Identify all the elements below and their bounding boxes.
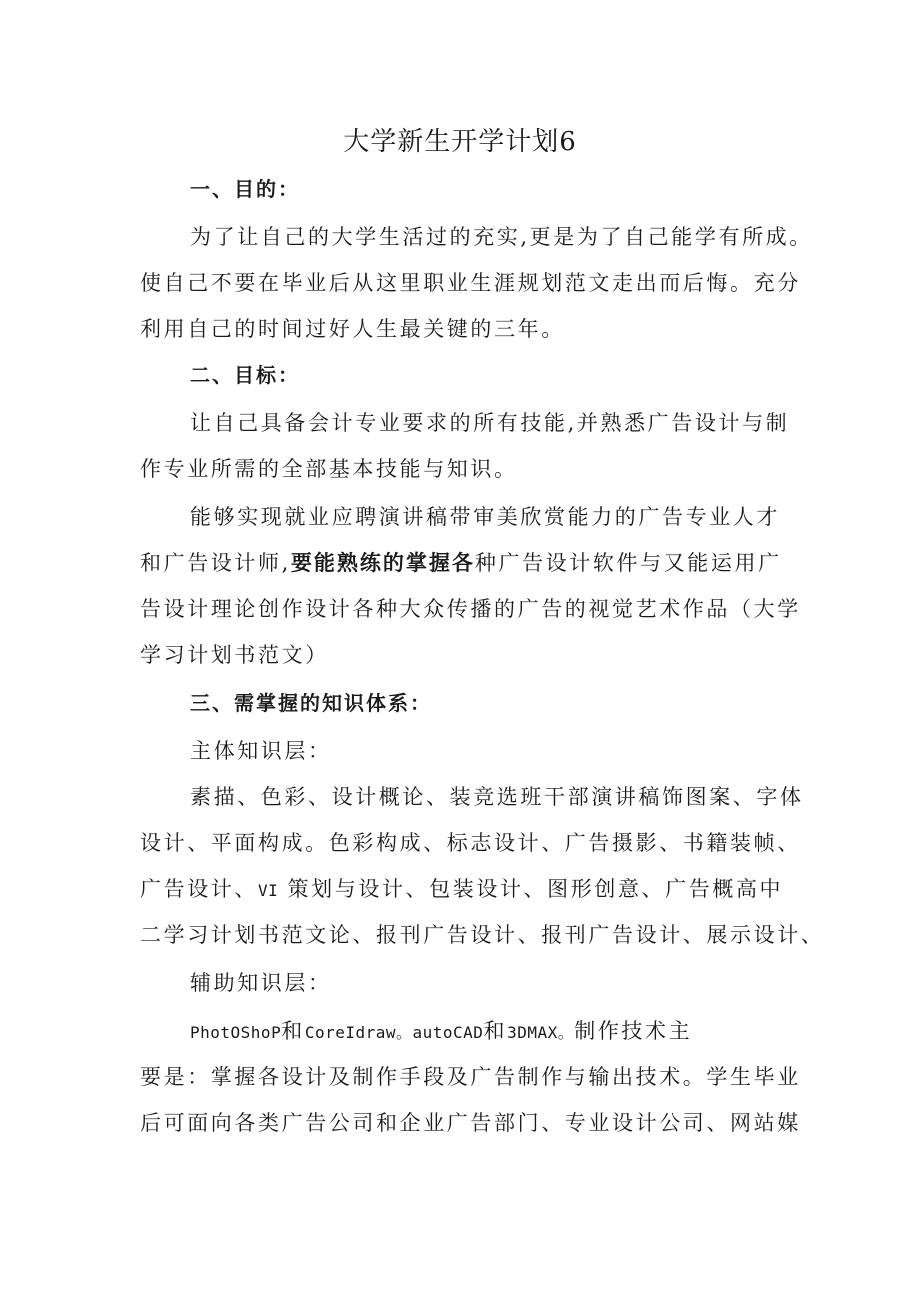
paragraph-line-mixed (140, 874, 783, 906)
latin-text-run: PhotOShoP (190, 1023, 282, 1042)
text-run: 制作技术主 (574, 1019, 693, 1043)
bold-text-run: 要能熟练的掌握各 (290, 551, 475, 575)
latin-text-run: VI (258, 881, 279, 900)
paragraph-line: 能够实现就业应聘演讲稿带审美欣赏能力的广告专业人才 (190, 505, 780, 529)
paragraph-line: 让自己具备会计专业要求的所有技能,并熟悉广告设计与制 (190, 411, 790, 435)
paragraph-line: 二学习计划书范文论、报刊广告设计、报刊广告设计、展示设计、 (140, 923, 825, 947)
subheading-aux-knowledge: 辅助知识层： (190, 971, 332, 995)
document-title: 大学新生开学计划6 (343, 127, 577, 157)
paragraph-line: 使自己不要在毕业后从这里职业生涯规划范文走出而后悔。充分 (140, 271, 801, 295)
section-heading-knowledge: 三、需掌握的知识体系： (190, 691, 432, 715)
text-run: 种广告设计软件与又能运用广 (474, 551, 782, 575)
paragraph-line: 后可面向各类广告公司和企业广告部门、专业设计公司、网站媒 (140, 1111, 801, 1135)
paragraph-line-mixed (190, 1016, 692, 1048)
text-run: 广告设计、 (140, 877, 258, 901)
paragraph-line: 素描、色彩、设计概论、装竞选班干部演讲稿饰图案、字体 (190, 785, 804, 809)
paragraph-line-mixed (140, 548, 782, 578)
text-run: 策划与设计、包装设计、图形创意、广告概高中 (287, 877, 784, 901)
subheading-main-knowledge: 主体知识层： (190, 739, 332, 763)
paragraph-line: 利用自己的时间过好人生最关键的三年。 (140, 317, 565, 341)
paragraph-line: 作专业所需的全部基本技能与知识。 (140, 457, 518, 481)
paragraph-line: 为了让自己的大学生活过的充实,更是为了自己能学有所成。 (190, 225, 813, 249)
paragraph-line: 设计、平面构成。色彩构成、标志设计、广告摄影、书籍装帧、 (140, 831, 801, 855)
section-heading-goals: 二、目标： (190, 363, 300, 387)
paragraph-line: 告设计理论创作设计各种大众传播的广告的视觉艺术作品（大学 (140, 597, 801, 621)
text-run: 和 (281, 1019, 305, 1043)
paragraph-line: 学习计划书范文） (140, 643, 329, 667)
section-heading-purpose: 一、目的： (190, 177, 300, 201)
paragraph-line: 要是：掌握各设计及制作手段及广告制作与输出技术。学生毕业 (140, 1065, 801, 1089)
latin-text-run: 3DMAX。 (507, 1023, 575, 1042)
text-run: 和广告设计师, (140, 551, 291, 575)
text-run: 和 (483, 1019, 508, 1043)
latin-text-run: CoreIdraw。autoCAD (304, 1023, 484, 1042)
